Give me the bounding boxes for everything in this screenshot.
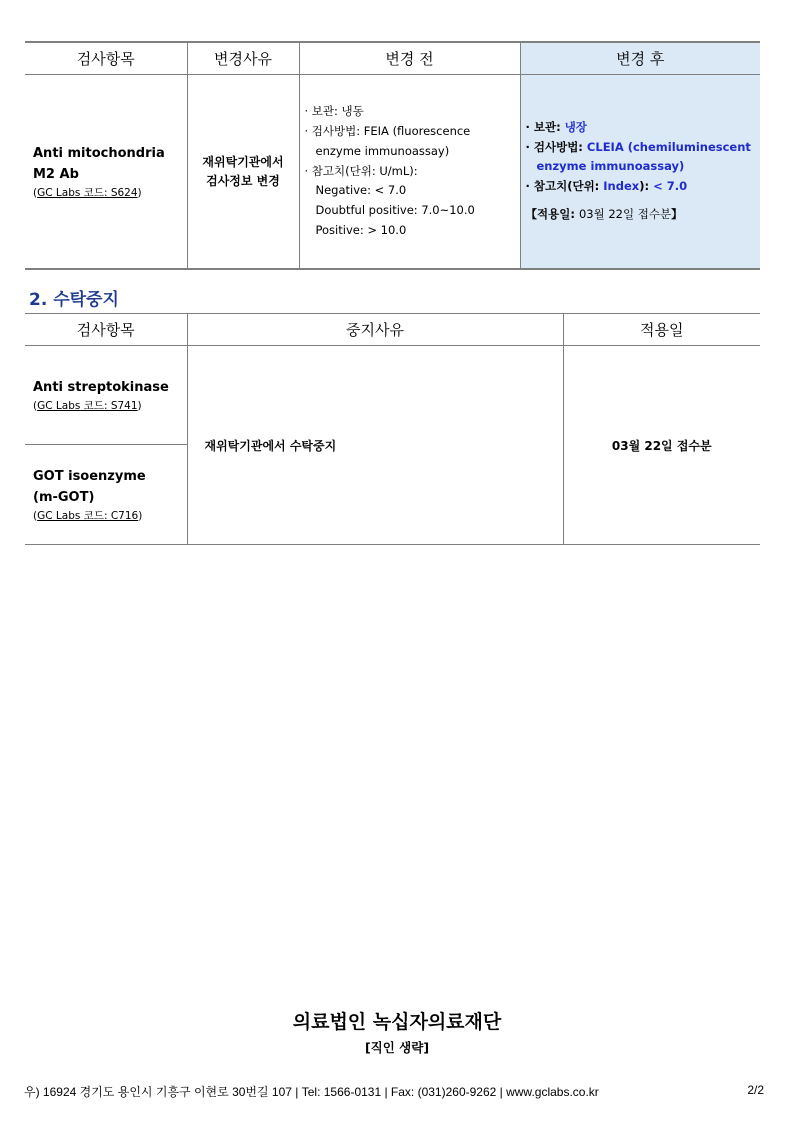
seal-note: [직인 생략] (364, 1040, 430, 1055)
before-cell (299, 75, 520, 270)
change-table (25, 41, 760, 270)
after-method-cont: enzyme immunoassay) (536, 159, 685, 174)
page-number: 2/2 (747, 1083, 764, 1097)
test-item-cell (25, 445, 187, 545)
before-ref-positive: Positive: > 10.0 (315, 222, 407, 237)
before-ref-negative: Negative: < 7.0 (315, 183, 407, 198)
header-after: 변경 후 (520, 42, 760, 75)
header-apply-date: 적용일 (563, 314, 760, 346)
test-item-cell (25, 346, 187, 445)
table-row (25, 346, 760, 445)
footer-contact: 우) 16924 경기도 용인시 기흥구 이현로 30번길 107 | Tel: 1566-0131 | Fax: (031)260-9262 | www.gclabs.co.kr (24, 1085, 599, 1099)
suspension-table-header (25, 314, 760, 346)
stop-reason-cell: 재위탁기관에서 수탁중지 (187, 346, 563, 545)
test-code: (GC Labs 코드: C716) (33, 509, 143, 522)
section-title: 2. 수탁중지 (29, 290, 119, 310)
reason-line: 재위탁기관에서 (202, 154, 284, 169)
after-storage: · 보관: 냉장 (525, 120, 587, 135)
test-name-cont: (m-GOT) (33, 489, 95, 505)
apply-date: 【적용일: 03월 22일 접수분】 (525, 207, 683, 222)
before-storage: · 보관: 냉동 (304, 104, 364, 119)
header-reason: 변경사유 (187, 42, 299, 75)
before-reference: · 참고치(단위: U/mL): (304, 163, 418, 178)
before-ref-doubtful: Doubtful positive: 7.0~10.0 (315, 203, 475, 218)
apply-date-cell: 03월 22일 접수분 (563, 346, 760, 545)
table-row (25, 75, 760, 270)
test-item-cell (25, 75, 187, 270)
header-item: 검사항목 (25, 314, 187, 346)
test-name: GOT isoenzyme (33, 468, 146, 484)
header-stop-reason: 중지사유 (187, 314, 563, 346)
header-before: 변경 전 (299, 42, 520, 75)
reason-line: 검사정보 변경 (206, 173, 280, 188)
organization-name: 의료법인 녹십자의료재단 (292, 1011, 502, 1033)
test-code: (GC Labs 코드: S741) (33, 399, 142, 412)
after-method: · 검사방법: CLEIA (chemiluminescent (525, 139, 751, 154)
reason-cell (187, 75, 299, 270)
after-reference: · 참고치(단위: Index): < 7.0 (525, 178, 688, 193)
before-method: · 검사방법: FEIA (fluorescence (304, 124, 471, 138)
test-name: Anti mitochondria (33, 145, 165, 161)
before-method-cont: enzyme immunoassay) (315, 143, 450, 158)
test-code: (GC Labs 코드: S624) (33, 186, 142, 199)
suspension-table (25, 313, 760, 545)
test-name-cont: M2 Ab (33, 166, 79, 182)
header-item: 검사항목 (25, 42, 187, 75)
test-name: Anti streptokinase (33, 379, 169, 395)
after-cell (520, 75, 760, 270)
change-table-header (25, 42, 760, 75)
